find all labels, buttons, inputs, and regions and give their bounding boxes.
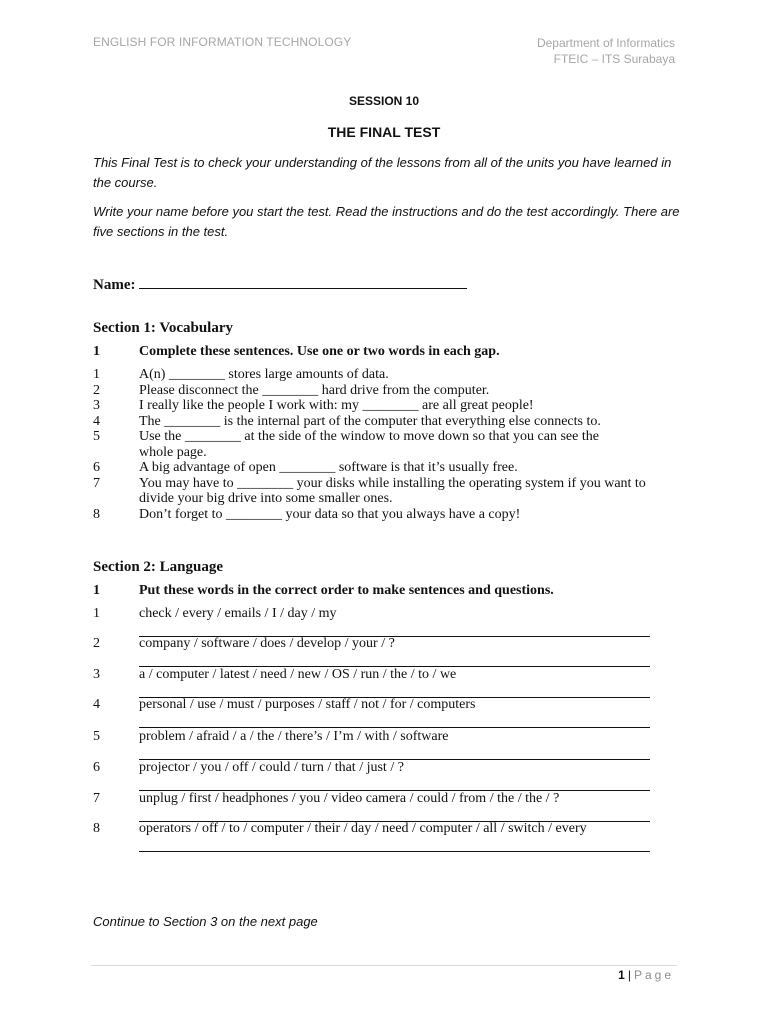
item-number: 3 xyxy=(93,398,100,413)
continue-note: Continue to Section 3 on the next page xyxy=(93,914,318,929)
item-number: 4 xyxy=(93,697,100,712)
item-number: 1 xyxy=(93,606,100,621)
name-field[interactable] xyxy=(93,274,467,294)
item-number: 2 xyxy=(93,382,100,398)
header-dept-name: Department of Informatics xyxy=(536,36,675,50)
section-1-heading: Section 1: Vocabulary xyxy=(93,320,234,336)
instruction-number: 1 xyxy=(93,583,100,598)
item-words: projector / you / off / could / turn / that / just / ? xyxy=(139,760,404,775)
item-text: Use the ________ at the side of the window to move down so that you can see the whole page. xyxy=(139,429,599,460)
vocabulary-list xyxy=(93,367,673,522)
item-words: operators / off / to / computer / their / day / need / computer / all / switch / every xyxy=(139,821,587,836)
header-course-title: ENGLISH FOR INFORMATION TECHNOLOGY xyxy=(93,35,352,49)
section-2-heading: Section 2: Language xyxy=(93,559,224,575)
item-words: a / computer / latest / need / new / OS / run / the / to / we xyxy=(139,667,457,682)
item-number: 5 xyxy=(93,429,100,444)
name-label: Name: xyxy=(93,277,136,293)
answer-line[interactable] xyxy=(139,851,650,852)
page-title: THE FINAL TEST xyxy=(327,124,441,140)
session-label: SESSION 10 xyxy=(348,94,420,108)
instruction-text: Complete these sentences. Use one or two words in each gap. xyxy=(139,344,500,359)
page-word: Page xyxy=(633,968,674,982)
item-number: 7 xyxy=(93,791,100,806)
list-item xyxy=(93,367,673,383)
item-text: The ________ is the internal part of the computer that everything else connects to. xyxy=(139,413,601,429)
item-number: 7 xyxy=(93,475,100,491)
item-words: check / every / emails / I / day / my xyxy=(139,606,337,621)
item-number: 6 xyxy=(93,760,100,775)
list-item xyxy=(93,383,673,399)
answer-line[interactable] xyxy=(139,727,650,728)
item-words: problem / afraid / a / the / there’s / I’m / with / software xyxy=(139,729,449,744)
item-text: A big advantage of open ________ software is that it’s usually free. xyxy=(139,460,518,475)
page-footer xyxy=(618,968,674,982)
list-item xyxy=(93,414,673,430)
item-text: Please disconnect the ________ hard drive from the computer. xyxy=(139,382,490,398)
intro-paragraph-2: Write your name before you start the test. Read the instructions and do the test accordingly. There are five sections in the test. xyxy=(93,204,680,239)
item-number: 6 xyxy=(93,460,100,475)
list-item xyxy=(93,476,673,507)
list-item xyxy=(93,398,673,414)
instruction-number: 1 xyxy=(93,344,100,359)
item-words: unplug / first / headphones / you / video camera / could / from / the / the / ? xyxy=(139,791,560,806)
item-text: Don’t forget to ________ your data so that you always have a copy! xyxy=(139,506,521,522)
item-number: 2 xyxy=(93,636,100,651)
item-number: 3 xyxy=(93,667,100,682)
instruction-text: Put these words in the correct order to make sentences and questions. xyxy=(139,583,554,598)
header-department xyxy=(537,35,675,67)
item-number: 8 xyxy=(93,821,100,836)
item-words: personal / use / must / purposes / staff / not / for / computers xyxy=(139,697,476,712)
item-text: I really like the people I work with: my ________ are all great people! xyxy=(139,398,534,413)
list-item xyxy=(93,429,609,460)
item-number: 4 xyxy=(93,413,100,429)
item-words: company / software / does / develop / your / ? xyxy=(139,636,395,651)
name-blank-line[interactable] xyxy=(139,274,467,289)
item-number: 8 xyxy=(93,506,100,522)
intro-paragraph-1: This Final Test is to check your understanding of the lessons from all of the units you have learned in the course. xyxy=(93,155,672,190)
header-institution: FTEIC – ITS Surabaya xyxy=(553,52,675,66)
item-text: A(n) ________ stores large amounts of data. xyxy=(139,367,389,382)
page-number: 1 xyxy=(618,968,625,982)
item-number: 5 xyxy=(93,729,100,744)
item-number: 1 xyxy=(93,367,100,382)
footer-separator: | xyxy=(627,968,631,982)
list-item xyxy=(93,507,673,523)
list-item xyxy=(93,460,673,476)
footer-divider xyxy=(91,965,677,966)
item-text: You may have to ________ your disks while installing the operating system if you want to divide your big drive into some smaller ones. xyxy=(139,475,646,506)
